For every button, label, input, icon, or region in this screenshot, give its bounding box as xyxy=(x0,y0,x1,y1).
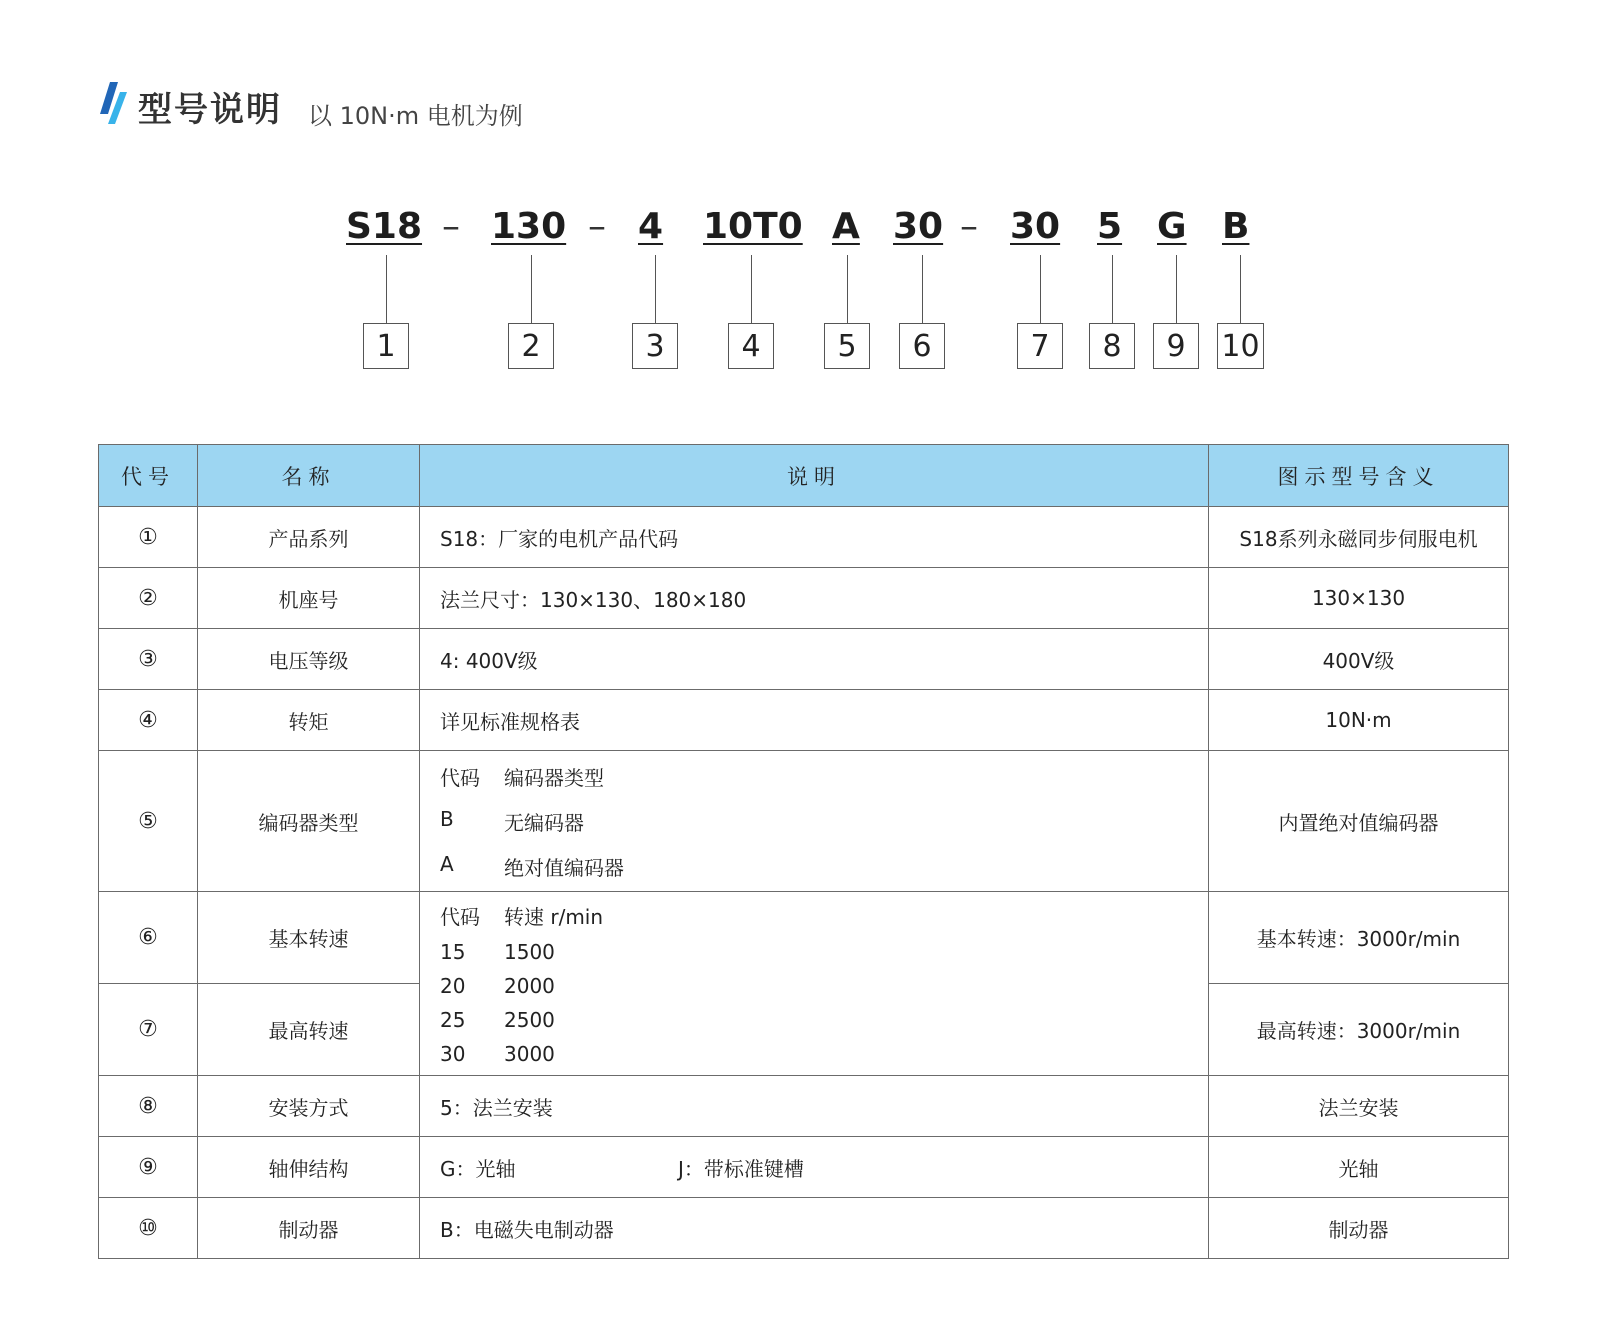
code-value: 30 xyxy=(440,1042,466,1066)
row-meaning: 130×130 xyxy=(1209,568,1509,629)
row-description: 详见标准规格表 xyxy=(420,690,1209,751)
connector-line xyxy=(847,255,848,323)
row-description-speed xyxy=(420,892,1209,1076)
connector-line xyxy=(1176,255,1177,323)
code-number-4: 4 xyxy=(728,323,774,369)
code-number-6: 6 xyxy=(899,323,945,369)
table-header-row xyxy=(99,445,1509,507)
separator-dash: – xyxy=(588,206,606,247)
code-value: B xyxy=(440,806,454,831)
row-index: ⑧ xyxy=(99,1076,198,1137)
row-name: 制动器 xyxy=(198,1198,420,1259)
code-label: 转速 r/min xyxy=(504,905,604,929)
code-label: 无编码器 xyxy=(504,810,584,835)
code-number-10: 10 xyxy=(1217,323,1264,369)
row-index: ④ xyxy=(99,690,198,751)
row-description: B：电磁失电制动器 xyxy=(420,1198,1209,1259)
row-meaning: 光轴 xyxy=(1209,1137,1509,1198)
row-description: 4: 400V级 xyxy=(420,629,1209,690)
row-meaning: S18系列永磁同步伺服电机 xyxy=(1209,507,1509,568)
connector-line xyxy=(1240,255,1241,323)
row-description: 法兰尺寸：130×130、180×180 xyxy=(420,568,1209,629)
table-row xyxy=(99,1198,1509,1259)
speed-code-item xyxy=(440,1042,1208,1066)
row-index: ⑩ xyxy=(99,1198,198,1259)
table-row xyxy=(99,629,1509,690)
speed-code-item xyxy=(440,1008,1208,1032)
code-value: 15 xyxy=(440,940,466,964)
code-value: 代码 xyxy=(440,905,480,929)
code-label: 编码器类型 xyxy=(504,765,604,790)
row-name: 轴伸结构 xyxy=(198,1137,420,1198)
shaft-option-j: J：带标准键槽 xyxy=(678,1156,804,1181)
code-value: A xyxy=(440,851,454,876)
code-number-9: 9 xyxy=(1153,323,1199,369)
code-number-7: 7 xyxy=(1017,323,1063,369)
connector-line xyxy=(531,255,532,323)
connector-line xyxy=(1040,255,1041,323)
row-description xyxy=(420,1137,1209,1198)
code-segment-1: S18 xyxy=(346,206,423,247)
code-number-1: 1 xyxy=(363,323,409,369)
speed-code-item xyxy=(440,940,1208,964)
row-name: 电压等级 xyxy=(198,629,420,690)
code-label: 1500 xyxy=(504,940,555,964)
table-row xyxy=(99,1076,1509,1137)
code-segment-6: 30 xyxy=(893,206,944,247)
row-index: ② xyxy=(99,568,198,629)
code-label: 绝对值编码器 xyxy=(504,855,624,880)
row-name: 编码器类型 xyxy=(198,751,420,892)
code-number-2: 2 xyxy=(508,323,554,369)
code-segment-2: 130 xyxy=(491,206,567,247)
code-value: 20 xyxy=(440,974,466,998)
row-name: 机座号 xyxy=(198,568,420,629)
code-segment-8: 5 xyxy=(1097,206,1123,247)
separator-dash: – xyxy=(442,206,460,247)
row-name: 安装方式 xyxy=(198,1076,420,1137)
row-name: 基本转速 xyxy=(198,892,420,984)
page-title: 型号说明 xyxy=(138,90,282,130)
code-segment-4: 10T0 xyxy=(703,206,803,247)
row-meaning: 最高转速：3000r/min xyxy=(1209,984,1509,1076)
code-segment-9: G xyxy=(1157,206,1187,247)
code-value: 代码 xyxy=(440,765,480,790)
code-number-8: 8 xyxy=(1089,323,1135,369)
model-explanation-table xyxy=(98,444,1509,1259)
table-row xyxy=(99,690,1509,751)
column-header-name: 名称 xyxy=(198,445,420,507)
speed-code-item xyxy=(440,901,1208,930)
row-name: 转矩 xyxy=(198,690,420,751)
connector-line xyxy=(922,255,923,323)
table-row xyxy=(99,568,1509,629)
row-name: 最高转速 xyxy=(198,984,420,1076)
brand-logo-icon xyxy=(100,82,130,124)
code-number-5: 5 xyxy=(824,323,870,369)
table-row xyxy=(99,507,1509,568)
code-segment-3: 4 xyxy=(638,206,664,247)
row-meaning: 法兰安装 xyxy=(1209,1076,1509,1137)
row-index: ⑦ xyxy=(99,984,198,1076)
row-index: ① xyxy=(99,507,198,568)
row-meaning: 400V级 xyxy=(1209,629,1509,690)
connector-line xyxy=(655,255,656,323)
shaft-option-g: G：光轴 xyxy=(440,1156,516,1181)
row-index: ⑥ xyxy=(99,892,198,984)
connector-line xyxy=(1112,255,1113,323)
code-segment-7: 30 xyxy=(1010,206,1061,247)
column-header-description: 说明 xyxy=(420,445,1209,507)
row-name: 产品系列 xyxy=(198,507,420,568)
row-meaning: 基本转速：3000r/min xyxy=(1209,892,1509,984)
code-segment-5: A xyxy=(832,206,860,247)
code-label: 3000 xyxy=(504,1042,555,1066)
encoder-code-item xyxy=(440,852,1208,881)
table-row xyxy=(99,892,1509,984)
code-value: 25 xyxy=(440,1008,466,1032)
row-description xyxy=(420,751,1209,892)
connector-line xyxy=(386,255,387,323)
table-row xyxy=(99,751,1509,892)
page-subtitle: 以 10N·m 电机为例 xyxy=(308,102,523,130)
column-header-code: 代号 xyxy=(99,445,198,507)
row-index: ⑤ xyxy=(99,751,198,892)
row-index: ⑨ xyxy=(99,1137,198,1198)
row-meaning: 10N·m xyxy=(1209,690,1509,751)
row-description: 5：法兰安装 xyxy=(420,1076,1209,1137)
separator-dash: – xyxy=(960,206,978,247)
encoder-code-item xyxy=(440,807,1208,836)
encoder-code-item xyxy=(440,762,1208,791)
row-meaning: 内置绝对值编码器 xyxy=(1209,751,1509,892)
row-index: ③ xyxy=(99,629,198,690)
code-label: 2500 xyxy=(504,1008,555,1032)
code-number-3: 3 xyxy=(632,323,678,369)
column-header-meaning: 图示型号含义 xyxy=(1209,445,1509,507)
speed-code-item xyxy=(440,974,1208,998)
code-label: 2000 xyxy=(504,974,555,998)
row-meaning: 制动器 xyxy=(1209,1198,1509,1259)
table-row xyxy=(99,1137,1509,1198)
code-segment-10: B xyxy=(1222,206,1250,247)
connector-line xyxy=(751,255,752,323)
row-description: S18：厂家的电机产品代码 xyxy=(420,507,1209,568)
